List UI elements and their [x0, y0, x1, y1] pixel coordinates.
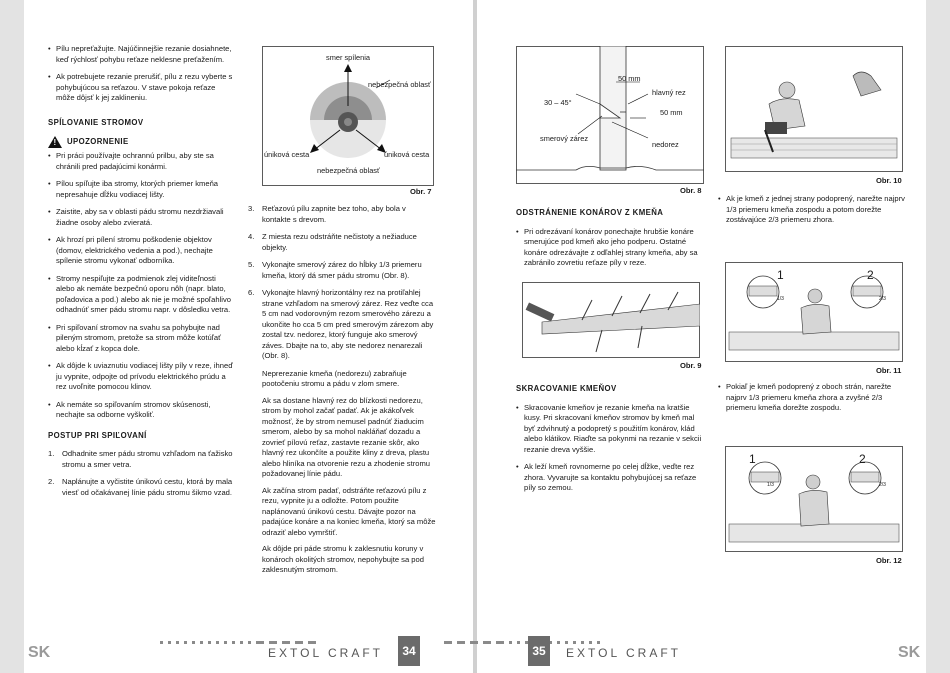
bullet-text: • Pílu nepreťažujte. Najúčinnejšie rezanie dosiahnete, keď rýchlosť pohybu reťaze neklesne preťažením.: [48, 44, 236, 65]
figure-11-caption: Obr. 11: [876, 366, 902, 375]
warning-label: UPOZORNENIE: [67, 136, 129, 146]
step-text: Vykonajte smerový zárez do hĺbky 1/3 priemeru kmeňa, ktorý dá smer pádu stromu (Obr. 8).: [262, 260, 422, 280]
right-margin-bar: [926, 0, 950, 673]
fraction-label: 1/3: [777, 296, 784, 302]
label-50mm-top: 50 mm: [618, 74, 641, 83]
numbered-step: [248, 232, 436, 253]
right-column-3: [516, 208, 706, 276]
right-column-4-top: [718, 194, 906, 233]
step-text: Reťazovú pílu zapnite bez toho, aby bola v kontakte s drevom.: [262, 204, 406, 224]
label-hinge: nedorez: [652, 140, 679, 149]
label-main-cut: hlavný rez: [652, 88, 686, 97]
label-danger-zone-top: nebezpečná oblasť: [368, 80, 431, 89]
bullet-text: • Pri práci používajte ochrannú prilbu, aby ste sa chránili pred padajúcimi konármi.: [48, 151, 236, 172]
numbered-step: [48, 477, 236, 498]
bullet-text: • Pílou spíľujte iba stromy, ktorých priemer kmeňa nepresahuje dĺžku vodiacej lišty.: [48, 179, 236, 200]
brand-logo-right: EXTOL CRAFT: [566, 646, 682, 660]
bullet-text: • Ak leží kmeň rovnomerne po celej dĺžke, veďte rez zhora. Vyvarujte sa kontaktu pohybujúcej sa reťaze píly so zemou.: [516, 462, 706, 494]
step-number: 4.: [248, 232, 255, 241]
numbered-step: [248, 204, 436, 225]
bullet-text: • Pri spiľovaní stromov na svahu sa pohybujte nad pileným stromom, pretože sa strom môže kotúľať alebo kĺzať z kopca dole.: [48, 323, 236, 355]
step-number: 3.: [248, 204, 255, 213]
figure-7-caption: Obr. 7: [410, 187, 432, 196]
language-code-right: SK: [898, 644, 921, 661]
label-50mm-side: 50 mm: [660, 108, 683, 117]
page-number-left: 34: [398, 636, 420, 666]
fraction-label: 2/3: [879, 296, 886, 302]
numbered-step: [248, 260, 436, 281]
bullet-text: • Zaistite, aby sa v oblasti pádu stromu nezdržiavali žiadne osoby alebo zvieratá.: [48, 207, 236, 228]
label-fall-direction: smer spílenia: [326, 53, 370, 62]
step-number: 1.: [48, 449, 55, 458]
figure-10-log-supported-one-side: [725, 46, 903, 172]
felling-zones-diagram: [262, 46, 434, 186]
bullet-text: • Ak dôjde k uviaznutiu vodiacej lišty píly v reze, ihneď ju vypnite, odpojte od prívodu elektrického prúdu a rez uvoľnite pomocou klinov.: [48, 361, 236, 393]
fraction-label: 1/3: [767, 482, 774, 488]
footer-dot-rule-right: [444, 641, 600, 645]
footer-dot-rule-left: [160, 641, 316, 645]
section-heading-delimbing: ODSTRÁNENIE KONÁROV Z KMEŇA: [516, 208, 664, 217]
figure-7-felling-zones: [262, 46, 434, 186]
right-column-4-lower: [718, 382, 906, 421]
paragraph-block: [248, 369, 436, 576]
figure-8-caption: Obr. 8: [680, 186, 702, 195]
bullet-text: • Pri odrezávaní konárov ponechajte hrubšie konáre smerujúce pod kmeň ako jeho podperu. Ostatné konáre odrezávajte z odľahlej strany kmeňa, aby sa zabránilo zovretiu reťaze píly v reze.: [516, 227, 706, 269]
step-number: 5.: [248, 260, 255, 269]
fraction-label: 2/3: [879, 482, 886, 488]
bullet-text: • Stromy nespiľujte za podmienok zlej viditeľnosti alebo ak nemáte bezpečnú oporu nôh (napr. blato, poľadovica a pod.) alebo ak nie je možné spoľahlivo odhadnúť smer pádu stromu napr. v dôsledku vetra.: [48, 274, 236, 316]
left-column-2: [248, 204, 436, 582]
label-escape-route-left: úniková cesta: [264, 150, 310, 159]
numbered-step: [48, 449, 236, 470]
bucking-cut-sequence-illustration: [725, 262, 903, 362]
left-margin-bar: [0, 0, 24, 673]
label-danger-zone-bottom: nebezpečná oblasť: [317, 166, 380, 175]
warning-icon: !: [48, 136, 62, 148]
right-column-3-lower: [516, 384, 706, 501]
bullet-text: • Ak potrebujete rezanie prerušiť, pílu z rezu vyberte s pohybujúcou sa reťazou. V stave pokoja reťaze môže dôjsť k jej zaklineniu.: [48, 72, 236, 104]
figure-10-caption: Obr. 10: [876, 176, 902, 185]
bullet-text: • Ak nemáte so spiľovaním stromov skúsenosti, nechajte sa odborne vyškoliť.: [48, 400, 236, 421]
label-notch-angle: 30 – 45°: [544, 98, 572, 107]
figure-12-log-supported-both-sides: [725, 446, 903, 552]
step-label-2: 2: [859, 452, 866, 466]
label-escape-route-right: úniková cesta: [384, 150, 430, 159]
step-label-1: 1: [749, 452, 756, 466]
paragraph: Neprerezanie kmeňa (nedorezu) zabraňuje pootočeniu stromu a pádu v zlom smere.: [262, 368, 407, 388]
label-directional-notch: smerový zárez: [540, 134, 589, 143]
paragraph: Ak začína strom padať, odstráňte reťazovú pílu z rezu, vypnite ju a odložte. Potom použite naplánovanú únikovú cestu. Dávajte pozor na padajúce konáre a na koniec kmeňa, ktorý sa môže odraziť alebo vymrštiť.: [262, 485, 436, 537]
bucking-one-side-illustration: [725, 46, 903, 172]
paragraph: Ak sa dostane hlavný rez do blízkosti nedorezu, strom by mohol začať padať. Ak je akákoľvek možnosť, že by strom nemusel padnúť žiaducim smerom, alebo by sa mohol nakláňať dozadu a zovrieť pílovú reťaz, zastavte rezanie skôr, ako hlavný rez ukončíte a použite kliny z dreva, plastu alebo hliníka na otvorenie rezu a zhodenie stromu požadovanej línie pádu.: [262, 395, 431, 478]
bullet-text: • Ak je kmeň z jednej strany podoprený, narežte najprv 1/3 priemeru kmeňa zospodu a potom dorežte zostávajúce 2/3 priemeru zhora.: [718, 194, 906, 226]
language-code-left: SK: [28, 644, 51, 661]
delimbing-illustration: [522, 282, 700, 358]
figure-11-log-supported-one-side: [725, 262, 903, 362]
bullet-text: • Skracovanie kmeňov je rezanie kmeňa na kratšie kusy. Pri skracovaní kmeňov stromov by kmeň mal byť zdvihnutý a podopretý s použitím konárov, klád alebo klátikov. Riaďte sa pokynmi na rezanie v sekcii rezanie dreva vyššie.: [516, 403, 706, 456]
figure-9-caption: Obr. 9: [680, 361, 702, 370]
page-spine: [473, 0, 477, 673]
brand-logo-left: EXTOL CRAFT: [268, 646, 384, 660]
step-text: Z miesta rezu odstráňte nečistoty a nežiaduce objekty.: [262, 232, 417, 252]
step-text: Naplánujte a vyčistite únikovú cestu, ktorá by mala viesť od očakávanej línie pádu stromu šikmo vzad.: [62, 477, 233, 497]
section-heading-felling: SPÍLOVANIE STROMOV: [48, 117, 144, 127]
left-column-1: [48, 44, 236, 505]
section-heading-bucking: SKRACOVANIE KMEŇOV: [516, 384, 617, 393]
figure-12-caption: Obr. 12: [876, 556, 902, 565]
figure-8-felling-cuts: [516, 46, 704, 184]
section-heading-procedure: POSTUP PRI SPIĽOVANÍ: [48, 430, 147, 440]
step-number: 2.: [48, 477, 55, 486]
paragraph: Ak dôjde pri páde stromu k zaklesnutiu koruny v konároch okolitých stromov, nepohybujte sa pod zaklesnutým stromom.: [262, 544, 424, 574]
warning-row: [48, 136, 236, 148]
step-text: Odhadnite smer pádu stromu vzhľadom na ťažisko stromu a smer vetra.: [62, 449, 233, 469]
step-label-2: 2: [867, 268, 874, 282]
step-text: Vykonajte hlavný horizontálny rez na protiľahlej strane vzhľadom na smerový zárez. Rez veďte cca 5 cm nad vodorovným rezom smerového zárezu a ukončite ho cca 5 cm pred smerovým zárezom aby zostal tzv. nedorez, ktorý funguje ako smerový záves. Dbajte na to, aby ste nedorez nenarezali (Obr. 8).: [262, 288, 434, 360]
bullet-text: • Pokiaľ je kmeň podoprený z oboch strán, narežte najprv 1/3 priemeru kmeňa zhora a zvyšné 2/3 priemeru kmeňa dorežte zospodu.: [718, 382, 906, 414]
step-number: 6.: [248, 288, 255, 297]
page-number-right: 35: [528, 636, 550, 666]
step-label-1: 1: [777, 268, 784, 282]
bullet-text: • Ak hrozí pri pílení stromu poškodenie objektov (domov, elektrického vedenia a pod.), nechajte spílenie stromu vykonať odborníka.: [48, 235, 236, 267]
figure-9-delimbing: [522, 282, 700, 358]
numbered-step: [248, 288, 436, 362]
